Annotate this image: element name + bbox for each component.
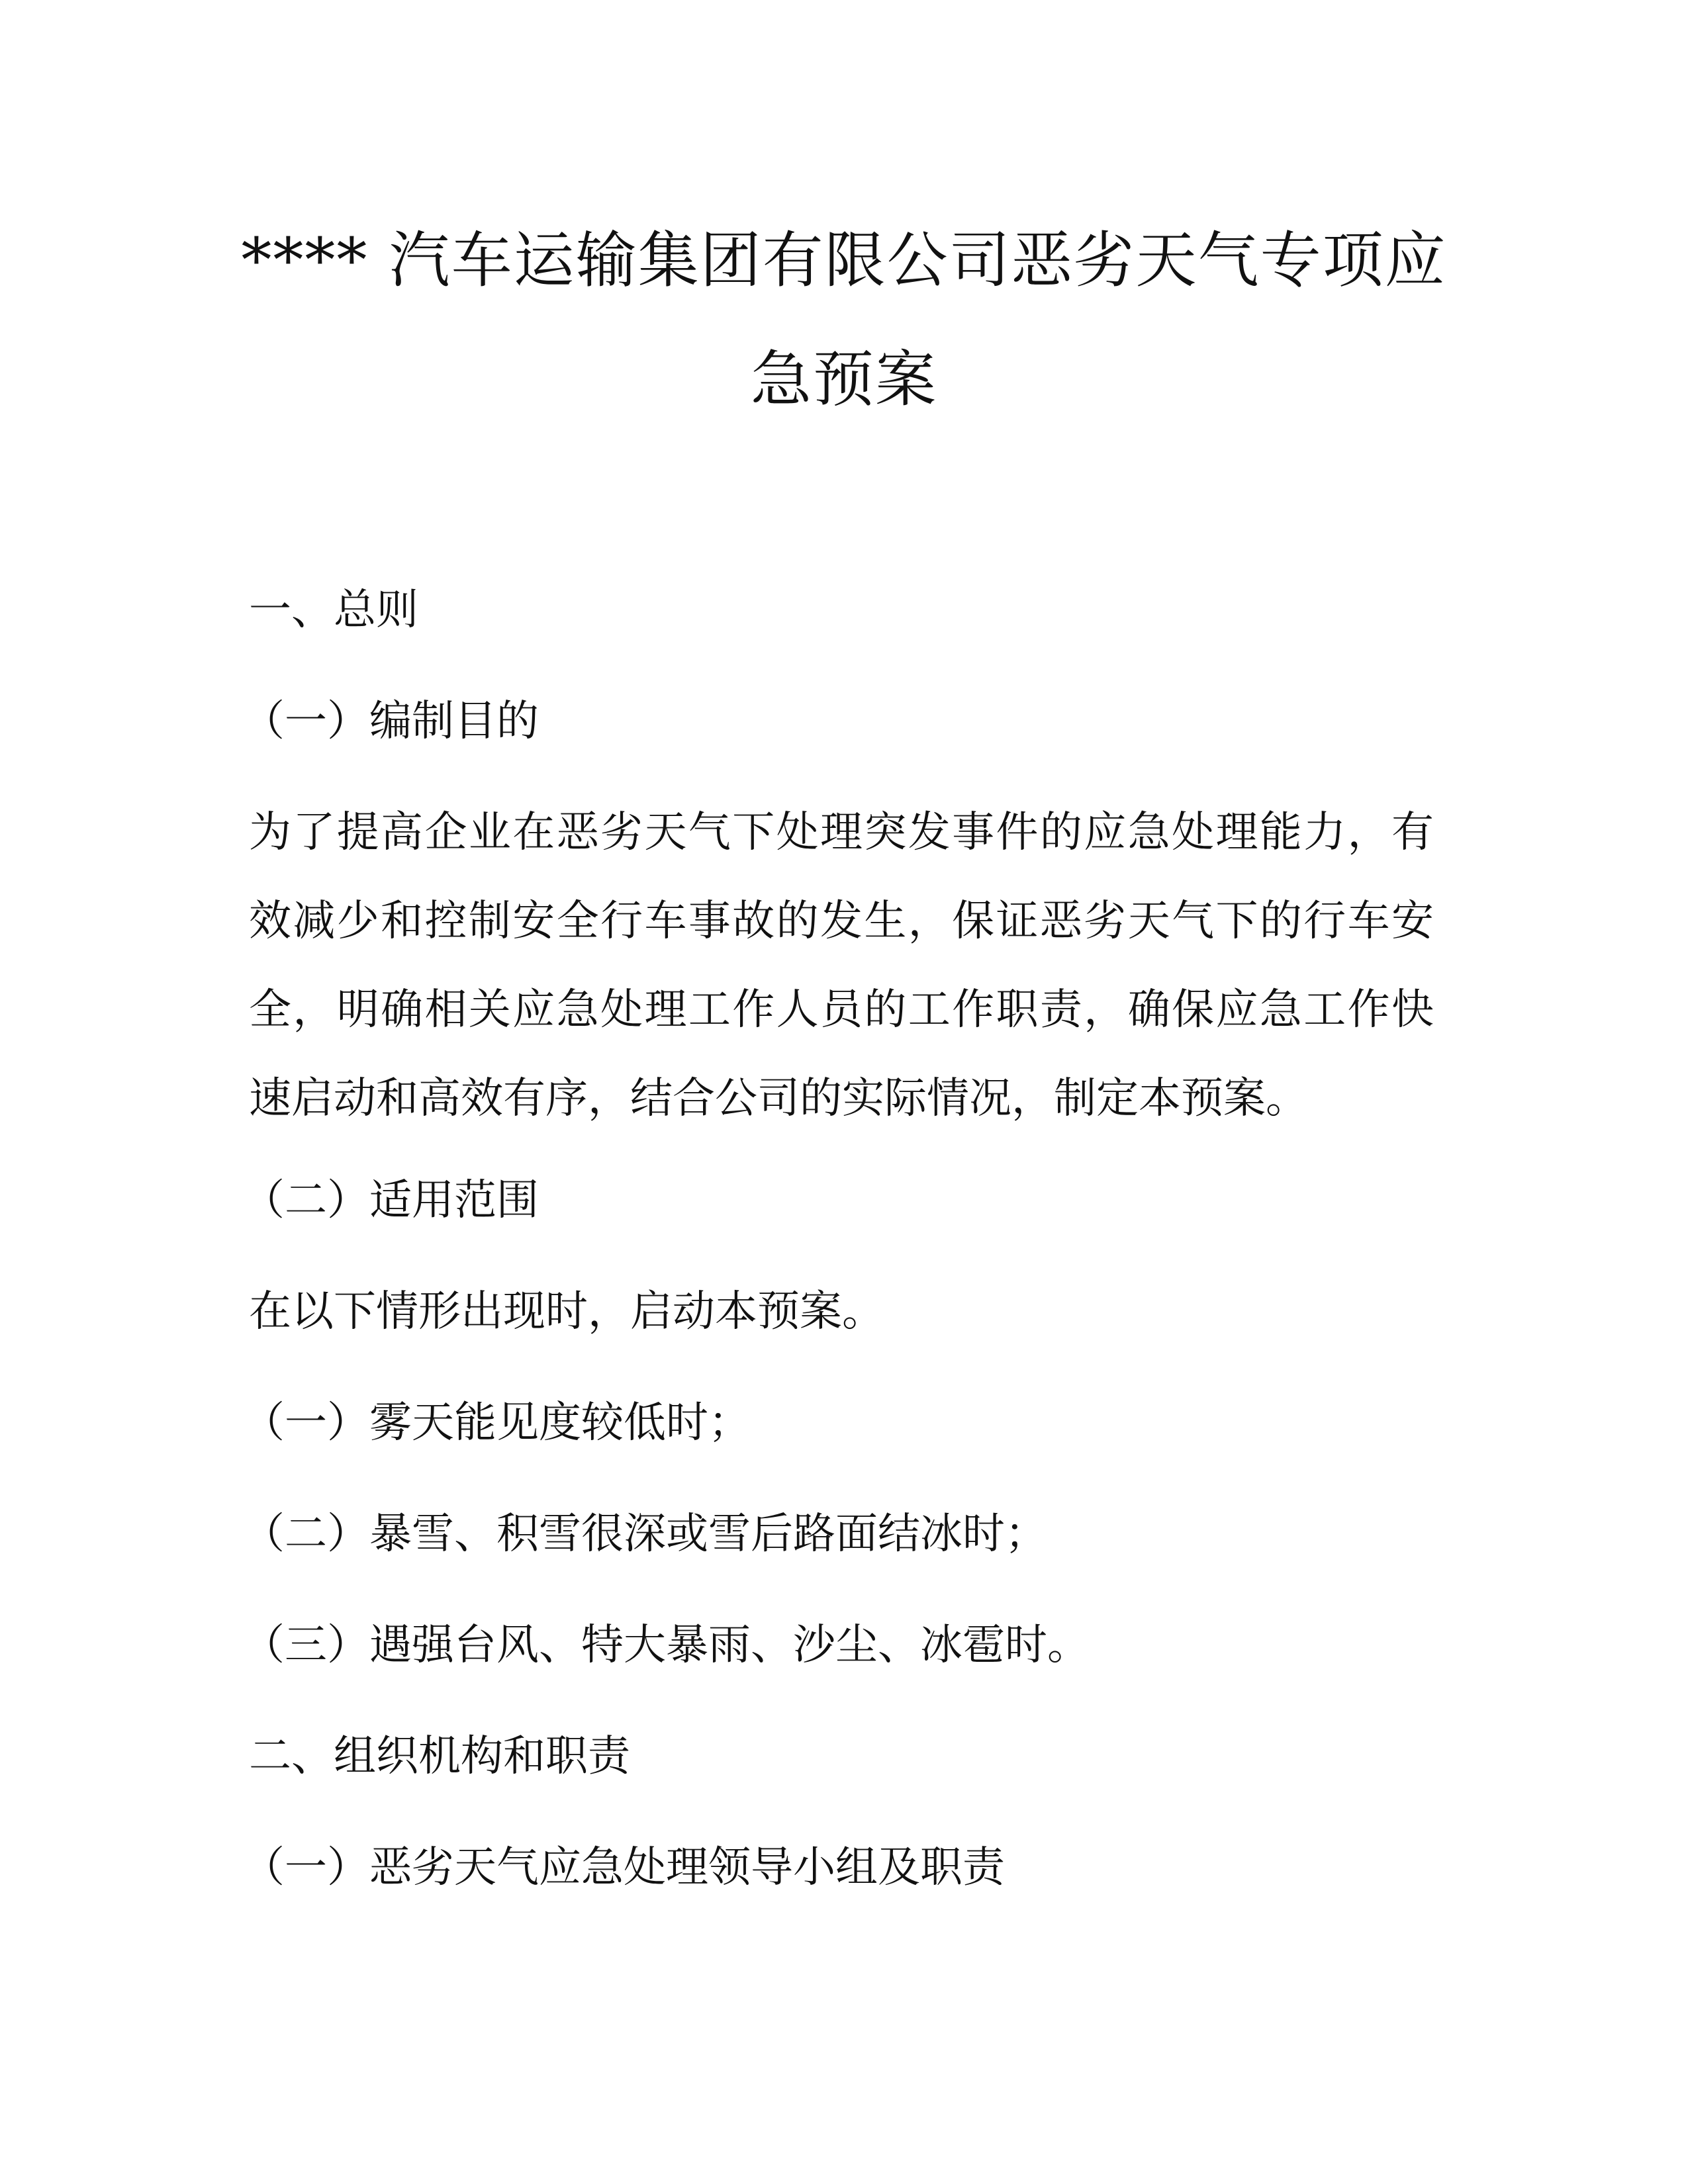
section-heading-organization: 二、组织机构和职责 (249, 1732, 630, 1781)
scope-list-item: （三）遇强台风、特大暴雨、沙尘、冰雹时。 (242, 1621, 1090, 1670)
purpose-paragraph-line: 全，明确相关应急处理工作人员的工作职责，确保应急工作快 (249, 985, 1434, 1034)
purpose-paragraph-line: 为了提高企业在恶劣天气下处理突发事件的应急处理能力，有 (249, 808, 1434, 857)
document-title-line-2: 急预案 (750, 344, 937, 415)
purpose-paragraph-line: 速启动和高效有序，结合公司的实际情况，制定本预案。 (249, 1074, 1308, 1123)
section-heading-general: 一、总则 (249, 586, 418, 635)
subsection-heading-purpose: （一）编制目的 (242, 697, 539, 746)
scope-intro-text: 在以下情形出现时，启动本预案。 (249, 1287, 884, 1336)
subsection-heading-leadership-group: （一）恶劣天气应急处理领导小组及职责 (242, 1843, 1005, 1892)
document-title-line-1: **** 汽车运输集团有限公司恶劣天气专项应 (241, 225, 1447, 296)
scope-list-item: （二）暴雪、积雪很深或雪后路面结冰时； (242, 1510, 1047, 1559)
purpose-paragraph-line: 效减少和控制安全行车事故的发生，保证恶劣天气下的行车安 (249, 897, 1434, 946)
subsection-heading-scope: （二）适用范围 (242, 1176, 539, 1225)
scope-list-item: （一）雾天能见度较低时； (242, 1398, 751, 1447)
